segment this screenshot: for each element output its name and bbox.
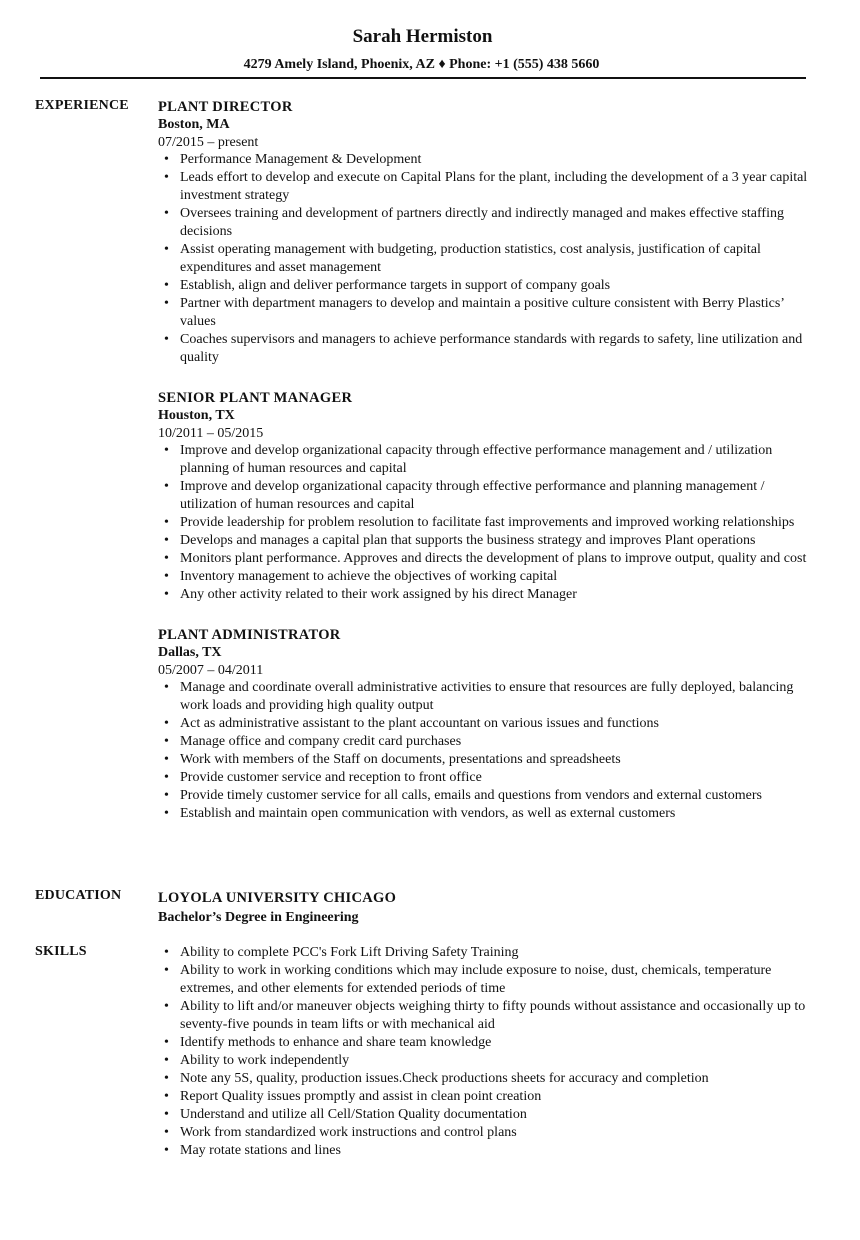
bullet-item: • Improve and develop organizational capacity through effective performance management and / utilization planning of human resources and capital	[180, 442, 818, 478]
header-divider	[40, 77, 806, 79]
school-name: LOYOLA UNIVERSITY CHICAGO	[158, 890, 397, 906]
bullet-item: • Develops and manages a capital plan that supports the business strategy and improves Plant operations	[180, 532, 818, 550]
bullet-item: • Provide customer service and reception to front office	[180, 769, 818, 787]
skill-item: • Ability to work independently	[180, 1052, 818, 1070]
bullet-item: • Performance Management & Development	[180, 151, 818, 169]
bullet-item: • Manage office and company credit card purchases	[180, 733, 818, 751]
job-bullets	[158, 442, 818, 604]
skill-item: • Ability to work in working conditions which may include exposure to noise, dust, chemicals, temperature extremes, and other elements for extended periods of time	[180, 962, 818, 998]
bullet-item: • Any other activity related to their work assigned by his direct Manager	[180, 586, 818, 604]
skill-item: • Work from standardized work instructions and control plans	[180, 1124, 818, 1142]
job-entry	[158, 626, 818, 823]
bullet-item: • Oversees training and development of partners directly and indirectly managed and makes effective staffing decisions	[180, 205, 818, 241]
job-entry	[158, 389, 818, 604]
bullet-item: • Monitors plant performance. Approves and directs the development of plans to improve output, quality and cost	[180, 550, 818, 568]
bullet-item: • Partner with department managers to develop and maintain a positive culture consistent with Berry Plastics’ values	[180, 295, 818, 331]
bullet-item: • Improve and develop organizational capacity through effective performance and planning management / utilization of human resources and capital	[180, 478, 818, 514]
job-dates: 05/2007 – 04/2011	[158, 663, 264, 678]
job-location: Houston, TX	[158, 408, 235, 423]
bullet-item: • Manage and coordinate overall administrative activities to ensure that resources are fully deployed, balancing work loads and providing high quality output	[180, 679, 818, 715]
bullet-item: • Leads effort to develop and execute on Capital Plans for the plant, including the development of a 3 year capital investment strategy	[180, 169, 818, 205]
job-bullets	[158, 151, 818, 367]
education-entry	[158, 888, 818, 928]
bullet-item: • Establish and maintain open communication with vendors, as well as external customers	[180, 805, 818, 823]
bullet-item: • Act as administrative assistant to the plant accountant on various issues and functions	[180, 715, 818, 733]
candidate-name: Sarah Hermiston	[352, 26, 493, 47]
skill-item: • Ability to lift and/or maneuver objects weighing thirty to fifty pounds without assistance and occasionally up to seventy-five pounds in team lifts or with mechanical aid	[180, 998, 818, 1034]
job-dates: 07/2015 – present	[158, 135, 259, 150]
skills-list	[158, 944, 818, 1160]
bullet-item: • Provide timely customer service for all calls, emails and questions from vendors and external customers	[180, 787, 818, 805]
job-title: SENIOR PLANT MANAGER	[158, 390, 353, 406]
section-label-skills: SKILLS	[35, 944, 87, 959]
skill-item: • Understand and utilize all Cell/Station Quality documentation	[180, 1106, 818, 1124]
degree: Bachelor’s Degree in Engineering	[158, 910, 359, 925]
bullet-item: • Inventory management to achieve the objectives of working capital	[180, 568, 818, 586]
resume-header	[0, 26, 860, 73]
job-bullets	[158, 679, 818, 823]
job-dates: 10/2011 – 05/2015	[158, 426, 264, 441]
bullet-item: • Assist operating management with budgeting, production statistics, cost analysis, justification of capital expenditures and asset management	[180, 241, 818, 277]
bullet-item: • Coaches supervisors and managers to achieve performance standards with regards to safety, line utilization and quality	[180, 331, 818, 367]
skill-item: • Report Quality issues promptly and assist in clean point creation	[180, 1088, 818, 1106]
job-title: PLANT ADMINISTRATOR	[158, 627, 341, 643]
job-location: Dallas, TX	[158, 645, 222, 660]
contact-line: 4279 Amely Island, Phoenix, AZ ♦ Phone: +1 (555) 438 5660	[243, 57, 600, 72]
skill-item: • Note any 5S, quality, production issues.Check productions sheets for accuracy and completion	[180, 1070, 818, 1088]
bullet-item: • Provide leadership for problem resolution to facilitate fast improvements and improved working relationships	[180, 514, 818, 532]
section-label-education: EDUCATION	[35, 888, 122, 903]
job-title: PLANT DIRECTOR	[158, 99, 293, 115]
bullet-item: • Work with members of the Staff on documents, presentations and spreadsheets	[180, 751, 818, 769]
skill-item: • Identify methods to enhance and share team knowledge	[180, 1034, 818, 1052]
section-label-experience: EXPERIENCE	[35, 98, 129, 113]
skill-item: • Ability to complete PCC's Fork Lift Driving Safety Training	[180, 944, 818, 962]
bullet-item: • Establish, align and deliver performance targets in support of company goals	[180, 277, 818, 295]
job-location: Boston, MA	[158, 117, 230, 132]
experience-list	[158, 98, 818, 845]
skills-bullets	[158, 944, 818, 1160]
job-entry	[158, 98, 818, 367]
skill-item: • May rotate stations and lines	[180, 1142, 818, 1160]
